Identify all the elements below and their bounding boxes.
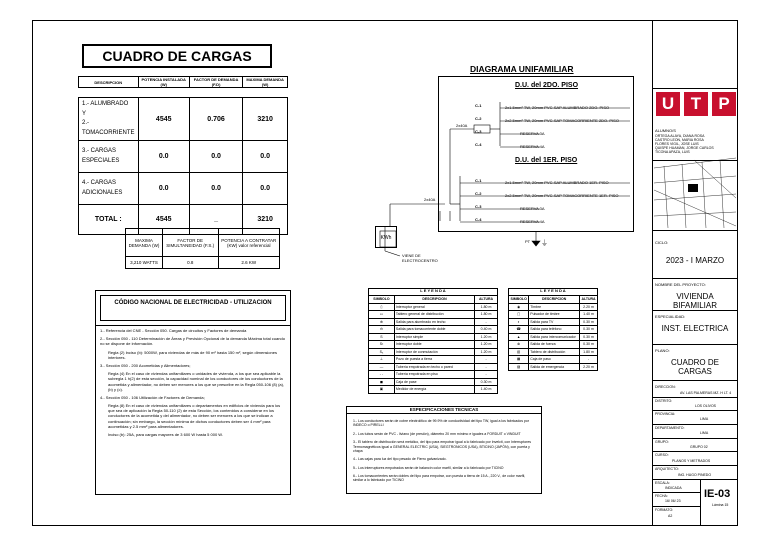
maxima-demanda-table [125,228,280,269]
piso2-title: D.U. del 2DO. PISO [515,82,579,89]
leyenda-desc: Caja de paso [529,356,580,364]
leyenda-title: L E Y E N D A [368,288,498,295]
fs-value: 0.8 [162,257,218,269]
leyenda-symbol-icon: - - [369,371,395,379]
especialidad-value: INST. ELECTRICA [661,324,729,333]
leyenda-row [509,363,598,371]
codigo-item: Regla (2) Inciso (b): 5000W, para viviendas de más de 90 m² hasta 150 m², según dimensiones interiores. [108,349,277,360]
departamento-label: DEPARTAMENTO: [655,426,685,430]
leyenda-row [369,386,498,394]
ciclo-label: CICLO: [655,240,669,245]
piso1-title: D.U. del 1ER. PISO [515,157,578,164]
leyenda-desc: Interruptor doble [394,341,474,349]
spec-item: 3.- El tablero de distribución será metálico, del tipo para empotrar igual a lo fabricado por Invelcti, con Interruptores Termomagnéticos igual a GENERAL ELECTRIC (USA), SIEGTRONICOS (USA), BTICINO (JAPÓN), con puerta y chapa [353,440,532,453]
row-pi: 4545 [138,98,189,141]
row-fd: 0.706 [189,98,242,141]
breaker-label: 2x40A [424,197,436,202]
ground-icon: ⏚ [541,240,548,247]
leg-head: SIMBOLO [510,297,527,302]
tb-divider [652,451,738,452]
col-descripcion: DESCRIPCION [79,77,139,88]
leyenda-symbol-icon: ▲ [509,333,529,341]
row-desc: 4.- CARGAS ADICIONALES [79,173,139,205]
arquitecto-value: ING. HUGO PINEDO [678,473,712,477]
leyenda-altura: - [475,356,498,364]
tb-divider [652,479,738,480]
leyenda-symbol-icon: ▨ [509,363,529,371]
fs-header: FACTOR DE SIMULTANEIDAD (F.S.) [162,229,218,257]
divider [95,325,291,326]
leyenda-row [509,318,598,326]
row-md: 0.0 [243,173,288,205]
leyenda-altura: 0.30 m [580,326,598,334]
leyenda-desc: Tubería empotrada en techo o pared [394,363,474,371]
utp-logo [656,92,736,116]
direccion-label: DIRECCION: [655,385,676,389]
leyenda-symbol-icon: ⊥ [369,356,395,364]
leyenda-row [509,348,598,356]
leyenda-row [509,356,598,364]
row-fd: _ [189,205,242,235]
c-label: C-4 [475,142,482,147]
leyenda-symbol-icon: ⊕ [369,318,395,326]
row-fd: 0.0 [189,141,242,173]
leyenda-symbol-icon: ▣ [369,386,395,394]
leyenda-altura: 1.40 m [580,311,598,319]
proyecto-label: NOMBRE DEL PROYECTO: [655,282,706,287]
row-pi: 0.0 [138,173,189,205]
ciclo-value: 2023 - I MARZO [665,256,725,265]
leyenda-desc: Tablero de distribución [529,348,580,356]
col-potencia: POTENCIA INSTALADA (W) [138,77,189,88]
leyenda-symbol-icon: ◐ [509,318,529,326]
pt-label: PT [525,239,531,244]
leyenda-symbol-icon: ▢ [509,311,529,319]
leyenda-symbol-icon: — [369,363,395,371]
circuit-desc: 2x1.5mm² TW, 20mm PVC-SAP ALUMBRADO 2DO. PISO [505,105,610,110]
row-md: 3210 [243,98,288,141]
leyenda-row [369,371,498,379]
leyenda-row [509,341,598,349]
provincia-label: PROVINCIA: [655,412,676,416]
codigo-title: CÓDIGO NACIONAL DE ELECTRICIDAD - UTILIZACION [100,295,286,321]
logo-letter: U [656,92,680,116]
leyenda-altura: - [475,371,498,379]
leyenda-row [509,333,598,341]
leyenda-row [509,326,598,334]
leyenda-desc: Salida para TV [529,318,580,326]
fecha-value: 16/ 06/ 23 [665,499,681,503]
leyenda-desc: Interruptor de conmutación [394,348,474,356]
leyenda-symbol-icon: ▯ [369,303,395,311]
leyenda-altura: 2.20 m [580,303,598,311]
tb-divider [652,465,738,466]
grupo-label: GRUPO: [655,440,669,444]
tb-divider [652,506,700,507]
leyenda-altura: 1.20 m [475,333,498,341]
codigo-item: 4.- Sección 050 - 106 Utilización de Factores de Demanda; [100,394,205,400]
medidor-kwh: KWh [375,226,397,248]
circuit-desc: RESERVA 4A [520,219,545,224]
curso-value: PLANOS Y METRADOS [672,459,711,463]
leyenda-row [369,303,498,311]
leyenda-symbol-icon: ☎ [509,326,529,334]
lamina-num: Lámina 15 [712,503,729,507]
diagrama-title: DIAGRAMA UNIFAMILIAR [470,64,574,74]
leyenda-altura: 2.20 m [580,363,598,371]
leyenda-desc: Salida para tomacorriente doble [394,326,474,334]
cuadro-title: CUADRO DE CARGAS [82,44,272,68]
leyenda-altura: 0.30 m [475,378,498,386]
especificaciones-title: ESPECIFICACIONES TECNICAS [346,406,542,414]
provincia-value: LIMA [700,417,709,421]
leyenda-row [369,348,498,356]
plano-value: CUADRO DE CARGAS [670,358,719,376]
leyenda-symbol-icon: ◼ [369,378,395,386]
leyenda-row [369,318,498,326]
leyenda-altura: - [580,356,598,364]
leyenda-altura: - [475,363,498,371]
escala-label: ESCALA: [655,481,670,485]
leyenda-desc: Salida de emergencia [529,363,580,371]
spec-item: 2.- Los tubos serán de PVC - liviano (de presión), diámetro 20 mm mínimo e iguales a FORDUIT o VINDUIT [353,431,521,436]
circuit-desc: RESERVA 3A [520,131,545,136]
tb-divider [652,88,738,89]
md-value: 3,210 WATTS [126,257,163,269]
leyenda-altura: 1.80 m [475,311,498,319]
formato-label: FORMATO: [655,508,674,512]
leyenda-symbol-icon: ⊖ [369,326,395,334]
col-factor: FACTOR DE DEMANDA (F.D) [189,77,242,88]
leyenda-desc: Timbre [529,303,580,311]
leyenda-desc: Medidor de energía [394,386,474,394]
c-label: C-1 [475,178,482,183]
plano-label: PLANO: [655,348,670,353]
tb-divider [652,344,738,345]
leyenda-symbol-icon: ▦ [509,356,529,364]
row-md: 0.0 [243,141,288,173]
grupo-value: GRUPO 02 [690,445,708,449]
leyenda-desc: Salida para teléfono [529,326,580,334]
pc-value: 2.6 KW [218,257,280,269]
leyenda-altura: 1.20 m [475,348,498,356]
pc-header: POTENCIA A CONTRATAR (KW) valor referencial [218,229,280,257]
direccion-value: AV. LAS PALMERAS MZ. H LT. 4 [680,391,732,395]
formato-value: A2 [668,514,673,518]
leyenda-table [368,295,498,394]
row-pi: 0.0 [138,141,189,173]
row-pi: 4545 [138,205,189,235]
spec-item: 6.- Los tomacorrientes serán dobles del tipo para empotrar, con puesta a tierra de 15 A., 220 V., de color marfil, similar a lo fabricado por TICINO [353,474,526,483]
leyenda-desc: Interruptor simple [394,333,474,341]
codigo-item: 1.- Referencia del CNE - Sección 050. Cargas de circuitos y Factores de demanda [100,328,247,333]
medidor-label: VIENE DE ELECTROCENTRO [402,253,438,263]
c-label: C-3 [475,129,482,134]
leyenda-altura: 1.80 m [580,348,598,356]
arquitecto-label: ARQUITECTO: [655,467,679,471]
tb-divider [652,278,738,279]
cuadro-table [78,76,288,235]
especificaciones-box [346,406,542,494]
row-desc: 1.- ALUMBRADO Y 2.- TOMACORRIENTE [79,98,139,141]
leyenda-desc: Pozo de puesta a tierra [394,356,474,364]
leyenda-row [369,363,498,371]
circuit-desc: 2x2.5mm² TW, 20mm PVC-SAP TOMACORRIENTE 1ER. PISO [505,193,619,198]
leyenda-altura: 0.30 m [580,341,598,349]
fecha-label: FECHA: [655,494,668,498]
tb-divider [652,397,738,398]
leyenda-symbol-icon: S² [369,341,395,349]
tb-divider [652,410,738,411]
leyenda-title: L E Y E N D A [508,288,598,295]
leg-head: SIMBOLO [369,296,395,304]
location-map [654,138,736,228]
leyenda-1 [368,288,498,394]
leyenda-row [509,311,598,319]
md-header: MAXIMA DEMANDA (W) [126,229,163,257]
leyenda-symbol-icon: ▭ [369,311,395,319]
leyenda-desc: Salida para alumbrado en techo [394,318,474,326]
codigo-item: 2.- Sección 050 - 110 Determinación de Áreas y Previsión Opcional de la demanda Máxima total cuando no se dispone de información. [100,336,285,347]
leyenda-row [369,378,498,386]
leyenda-altura: 0.30 m [580,318,598,326]
col-maxima: MAXIMA DEMANDA (W) [243,77,288,88]
leyenda-altura: 1.40 m [475,386,498,394]
distrito-label: DISTRITO: [655,399,673,403]
tb-divider [652,492,700,493]
leyenda-altura: - [475,318,498,326]
tb-divider [652,380,738,381]
codigo-item: Regla (8) En el caso de viviendas unifamiliares o departamentos en edificios de vivienda para los que sea de aplicación la Regla 50-110 (2) de esta Sección, los contenidos a considerar en los conductores de la acometida y del alimentador, no deben ser menores a los que se indican a continuación; sin embargo, la sección mínima de dichos conductores deben ser 4 mm² para acometidas y 2.5 mm² para alimentadores. [108,403,281,429]
c-label: C-2 [475,116,482,121]
row-desc: 3.- CARGAS ESPECIALES [79,141,139,173]
leyenda-table [508,295,598,371]
leyenda-row [369,356,498,364]
leyenda-symbol-icon: S₃ [369,348,395,356]
codigo-item: Inciso (b): 25A, para cargas mayores de 3 600 W hasta 5 000 W. [108,432,223,437]
leyenda-row [369,341,498,349]
circuit-desc: 2x1.5mm² TW, 20mm PVC-SAP ALUMBRADO 1ER. PISO [505,180,609,185]
codigo-item: 3.- Sección 050 - 200 Acometidas y Alimentadores; [100,362,191,368]
circuit-desc: 2x2.5mm² TW, 20mm PVC-SAP TOMACORRIENTE 2DO. PISO [505,118,619,123]
especialidad-label: ESPECIALIDAD: [655,314,686,319]
logo-letter: P [712,92,736,116]
leg-head: DESCRIPCION [529,296,580,304]
leyenda-desc: Salida para intercomunicador [529,333,580,341]
c-label: C-2 [475,191,482,196]
leyenda-altura: 1.20 m [475,341,498,349]
codigo-item: Regla (4) En el caso de viviendas unifamiliares o unidades de vivienda, a los que sea aplicable la subregla 1 h(2) de esta sección, la capacidad nominal de los conductores de los conductores de la acometida y alimentador, no deben ser menores a los que se prescribe en la Regla 050-106 (8) (a), (b) y (c). [108,371,285,392]
alumnos: ORTEGA ALAYA, DIANA ROSA CASTRO LEON, MARIA ROSA FLORES VIGIL, JOSE LUIS QUISPE HUAMAN, JORGE CARLOS TICONA APAZA, LUIS [655,134,714,154]
alumno-label: ALUMNO/S [655,128,676,133]
distrito-value: LOS OLIVOS [695,404,717,408]
leyenda-symbol-icon: ◉ [509,303,529,311]
c-label: C-3 [475,204,482,209]
tb-divider [700,479,701,526]
circuit-desc: RESERVA 4A [520,144,545,149]
lamina-code: IE-03 [704,488,731,500]
leyenda-altura: 0.40 m [475,326,498,334]
leyenda-symbol-icon: ▥ [509,348,529,356]
c-label: C-1 [475,103,482,108]
leyenda-desc: Salida de fuerza [529,341,580,349]
leyenda-altura: 0.30 m [580,333,598,341]
codigo-items [100,328,286,440]
curso-label: CURSO: [655,453,669,457]
leyenda-row [369,333,498,341]
c-label: C-4 [475,217,482,222]
row-md: 3210 [243,205,288,235]
leyenda-desc: Interruptor general [394,303,474,311]
leg-head: ALTURA [581,297,596,302]
spec-item: 1.- Los conductores serán de cobre electrolítico de 99.9% de conductividad del tipo TW, igual a los fabricados por INDECO o PIRELLI [353,419,530,428]
leyenda-desc: Tubería empotrada en piso [394,371,474,379]
location-marker-icon [688,184,698,192]
spec-item: 4.- Las cajas para luz del tipo pesado de Fierro galvanizado. [353,457,447,462]
leyenda-row [509,303,598,311]
row-total-label: TOTAL : [79,205,139,235]
leyenda-symbol-icon: ⊗ [509,341,529,349]
breaker-label: 2x40A [456,123,468,128]
leyenda-altura: 1.80 m [475,303,498,311]
leg-head: DESCRIPCION [394,296,474,304]
leyenda-desc: Tablero general de distribución [394,311,474,319]
leyenda-2 [508,288,598,371]
leyenda-row [369,326,498,334]
leg-head: ALTURA [475,296,498,304]
leyenda-desc: Pulsador de timbre [529,311,580,319]
tb-divider [652,230,738,231]
escala-value: INDICADA [665,486,682,490]
tb-divider [652,424,738,425]
tb-divider [652,438,738,439]
spec-item: 5.- Los interruptores empotrados serán de balancín color marfil, similar a lo fabricado por TICINO [353,465,504,470]
row-fd: 0.0 [189,173,242,205]
leyenda-row [369,311,498,319]
departamento-value: LIMA [700,431,709,435]
circuit-desc: RESERVA 3A [520,206,545,211]
tb-divider [652,310,738,311]
proyecto-value: VIVIENDA BIFAMILIAR [672,292,717,310]
logo-letter: T [684,92,708,116]
leyenda-desc: Caja de pase [394,378,474,386]
leyenda-symbol-icon: S [369,333,395,341]
